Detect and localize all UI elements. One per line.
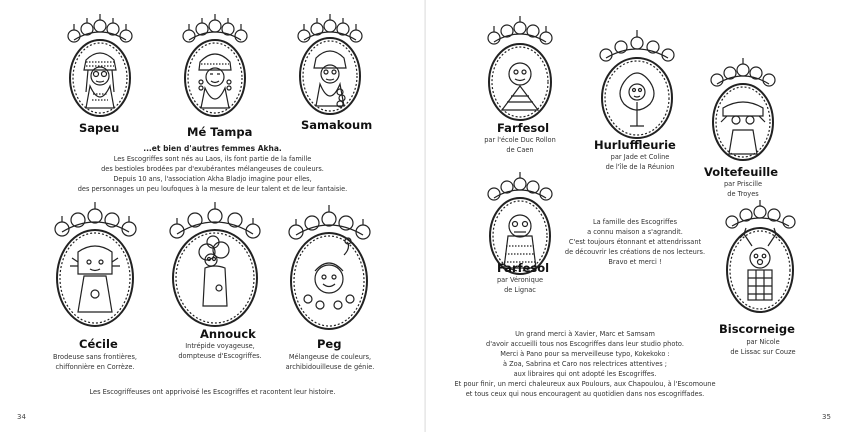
family-line: La famille des Escogriffes [592, 218, 678, 226]
portrait-medallion-peg [282, 205, 377, 335]
portrait-name-annouck: Annouck [200, 327, 256, 341]
portrait-medallion-cecile [48, 202, 143, 332]
intro-paragraph [0, 144, 425, 194]
portrait-caption-hurluffleurie [585, 152, 695, 172]
portrait-caption-annouck [160, 341, 280, 361]
family-line: de découvrir les créations de nos lecteurs. [564, 248, 706, 256]
caption-line: Intrépide voyageuse, [185, 342, 255, 350]
thanks-line: Et pour finir, un merci chaleureux aux Poulours, aux Chapoulou, à l'Escomoune [454, 380, 716, 388]
thanks-line: à Zoa, Sabrina et Caro nos relectrices attentives ; [502, 360, 668, 368]
portrait-caption-voltefeuille [693, 179, 793, 199]
page-number-left: 34 [17, 413, 26, 421]
caption-line: de l'île de la Réunion [605, 163, 675, 171]
portrait-medallion-annouck [165, 202, 265, 332]
caption-line: chiffonnière en Corrèze. [55, 363, 135, 371]
portrait-medallion-biscorneige [718, 198, 803, 318]
intro-line: des bestioles brodées par d'exubérantes mélangeuses de couleurs. [101, 165, 324, 173]
portrait-medallion-samakoum [290, 12, 370, 122]
portrait-medallion-voltefeuille [703, 56, 783, 166]
page-fold [424, 0, 426, 432]
page-number-right: 35 [822, 413, 831, 421]
akha-woman-illustration [290, 12, 370, 122]
portrait-name-peg: Peg [317, 337, 342, 351]
thanks-line: d'avoir accueilli tous nos Escogriffes dans leur studio photo. [486, 340, 684, 348]
portrait-name-farfesol-lignac: Farfesol [497, 261, 550, 275]
portrait-name-hurluffleurie: Hurluffleurie [594, 138, 676, 152]
portrait-name-me-tampa: Mé Tampa [187, 125, 253, 139]
portrait-caption-farfesol-lignac [470, 275, 570, 295]
voltefeuille-illustration [703, 56, 783, 166]
portrait-name-cecile: Cécile [79, 337, 118, 351]
portrait-medallion-hurluffleurie [592, 30, 682, 145]
caption-line: de Troyes [727, 190, 759, 198]
caption-line: par Jade et Coline [610, 153, 670, 161]
peg-illustration [282, 205, 377, 335]
intro-line: ...et bien d'autres femmes Akha. [143, 144, 282, 153]
family-line: a connu maison a s'agrandit. [587, 228, 683, 236]
thanks-paragraph [440, 329, 730, 399]
biscorneige-illustration [718, 198, 803, 318]
akha-woman-illustration [175, 12, 255, 122]
caption-line: de Caen [506, 146, 534, 154]
akha-woman-illustration [60, 12, 140, 122]
caption-line: de Lissac sur Couze [730, 348, 796, 356]
portrait-name-voltefeuille: Voltefeuille [704, 165, 779, 179]
caption-line: de Lignac [504, 286, 536, 294]
caption-line: Mélangeuse de couleurs, [288, 353, 372, 361]
family-line: Bravo et merci ! [608, 258, 662, 266]
thanks-line: Un grand merci à Xavier, Marc et Samsam [515, 330, 655, 338]
portrait-medallion-sapeu [60, 12, 140, 122]
portrait-name-samakoum: Samakoum [301, 118, 373, 132]
thanks-line: aux libraires qui ont adopté les Escogriffes. [513, 370, 657, 378]
caption-line: dompteuse d'Escogriffes. [178, 352, 262, 360]
intro-line: Les Escogriffes sont nés au Laos, ils font partie de la famille [113, 155, 312, 163]
portrait-caption-farfesol-caen [470, 135, 570, 155]
caption-line: Brodeuse sans frontières, [52, 353, 138, 361]
thanks-line: Merci à Pano pour sa merveilleuse typo, Kokekoko : [500, 350, 670, 358]
portrait-name-sapeu: Sapeu [79, 121, 120, 135]
family-line: C'est toujours étonnant et attendrissant [568, 238, 702, 246]
portrait-name-biscorneige: Biscorneige [719, 322, 795, 336]
caption-line: par Priscille [723, 180, 763, 188]
left-footer-line: Les Escogriffeuses ont apprivoisé les Escogriffes et racontent leur histoire. [89, 388, 336, 396]
portrait-medallion-farfesol-caen [480, 14, 560, 124]
hurluffleurie-illustration [592, 30, 682, 145]
caption-line: par l'école Duc Rollon [484, 136, 556, 144]
annouck-illustration [165, 202, 265, 332]
caption-line: par Véronique [496, 276, 544, 284]
intro-line: des personnages un peu loufoques à la mesure de leur talent et de leur fantaisie. [77, 185, 348, 193]
farfesol-illustration [480, 14, 560, 124]
portrait-caption-cecile [35, 352, 155, 372]
caption-line: par Nicole [746, 338, 780, 346]
cecile-illustration [48, 202, 143, 332]
portrait-medallion-me-tampa [175, 12, 255, 122]
caption-line: archibidouilleuse de génie. [285, 363, 375, 371]
family-paragraph [555, 217, 715, 267]
intro-line: Depuis 10 ans, l'association Akha Bladjo imagine pour elles, [113, 175, 312, 183]
portrait-name-farfesol-caen: Farfesol [497, 121, 550, 135]
portrait-caption-peg [265, 352, 395, 372]
thanks-line: et tous ceux qui nous encouragent au quotidien dans nos escogriffades. [465, 390, 705, 398]
